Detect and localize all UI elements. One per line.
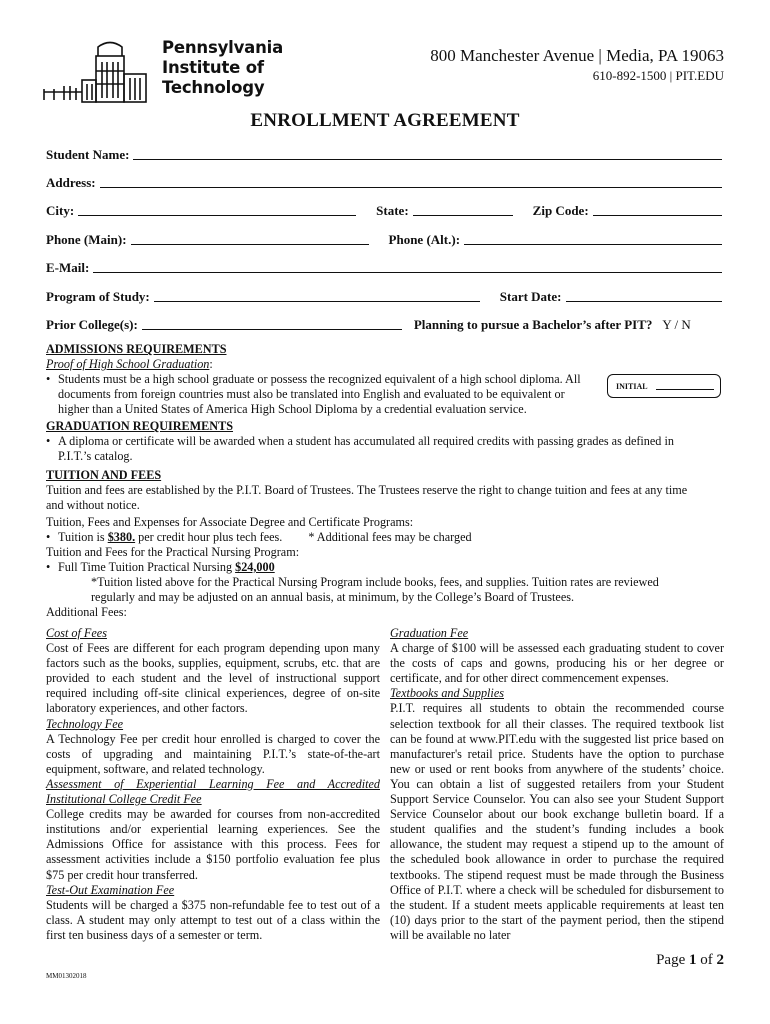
phone-alt-field[interactable]	[464, 232, 722, 245]
admissions-heading: ADMISSIONS REQUIREMENTS	[46, 342, 227, 356]
tuition-associate-heading: Tuition, Fees and Expenses for Associate Degree and Certificate Programs:	[46, 515, 414, 529]
technology-fee-heading: Technology Fee	[46, 716, 124, 731]
phone-main-field[interactable]	[131, 232, 369, 245]
graduation-line-1: • A diploma or certificate will be awarded when a student has accumulated all required credits with passing grades as defined in	[58, 434, 674, 448]
nursing-tuition-amount: $24,000	[235, 560, 275, 574]
logo-line-2: Institute of	[162, 58, 264, 77]
admissions-bullet	[46, 372, 606, 417]
right-column	[390, 626, 724, 943]
phone-alt-label: Phone (Alt.):	[388, 232, 461, 247]
address-field[interactable]	[100, 175, 722, 188]
tuition-rate-prefix: Tuition is	[58, 530, 108, 544]
tuition-p1-line-2: and without notice.	[46, 498, 140, 512]
zip-field[interactable]	[593, 203, 722, 216]
zip-label: Zip Code:	[532, 203, 589, 218]
email-row	[46, 258, 724, 276]
student-name-field[interactable]	[133, 147, 722, 160]
city-label: City:	[46, 203, 75, 218]
prior-college-row	[46, 315, 724, 333]
technology-fee-text: A Technology Fee per credit hour enrolled is charged to cover the costs of upgrading and maintaining P.I.T.’s state-of-the-art equipment, software, and related technology.	[46, 731, 380, 776]
cost-of-fees-text: Cost of Fees are different for each program depending upon many factors such as the books, supplies, equipment, scrubs, etc. that are provided to each student and the level of instructional support required including off-site clinical experiences, degree of on-site laboratory experiences, and other factors.	[46, 641, 380, 716]
email-field[interactable]	[93, 260, 722, 273]
graduation-fee-text: A charge of $100 will be assessed each graduating student to cover the costs of caps and gowns, producing his or her degree or certificate, and for other direct commencement expenses.	[390, 641, 724, 686]
city-row	[46, 201, 724, 219]
assessment-fee-text: College credits may be awarded for courses from non-accredited institutions and/or experiential learning experiences. See the Admissions Office for assistance with this process. Fees for assessment activities include a $150 portfolio evaluation fee plus $75 per credit hour transferred.	[46, 807, 380, 882]
logo-text	[162, 38, 283, 98]
city-field[interactable]	[78, 203, 356, 216]
program-label: Program of Study:	[46, 289, 150, 304]
student-name-label: Student Name:	[46, 147, 130, 162]
initial-box[interactable]	[607, 374, 721, 398]
building-logo-icon	[40, 38, 160, 106]
email-label: E-Mail:	[46, 260, 90, 275]
program-row	[46, 287, 724, 305]
page-total: 2	[716, 952, 724, 968]
page-of-word: of	[696, 952, 717, 968]
phone-main-label: Phone (Main):	[46, 232, 127, 247]
page-indicator	[656, 952, 724, 969]
phone-row	[46, 230, 724, 248]
initial-field[interactable]	[656, 389, 714, 390]
tuition-heading: TUITION AND FEES	[46, 468, 162, 482]
form-code: MM01302018	[46, 972, 87, 980]
admissions-line-2: documents from foreign countries must also be translated into English and evaluated to be equivalent or	[58, 387, 565, 401]
graduation-bullet	[46, 434, 726, 464]
address-row	[46, 173, 724, 191]
tuition-rate-suffix: per credit hour plus tech fees.	[135, 530, 283, 544]
proof-hs-colon: :	[209, 357, 213, 371]
textbooks-heading: Textbooks and Supplies	[390, 686, 504, 701]
state-field[interactable]	[413, 203, 513, 216]
prior-college-label: Prior College(s):	[46, 317, 138, 332]
tuition-additional-note: * Additional fees may be charged	[308, 530, 472, 544]
prior-college-field[interactable]	[142, 317, 402, 330]
student-name-row	[46, 145, 724, 163]
tuition-bullet-2	[46, 560, 726, 575]
address-label: Address:	[46, 175, 96, 190]
additional-fees-heading: Additional Fees:	[46, 605, 127, 619]
nursing-heading: Tuition and Fees for the Practical Nursing Program:	[46, 545, 300, 559]
state-label: State:	[376, 203, 409, 218]
graduation-line-2: P.I.T.’s catalog.	[58, 449, 133, 463]
assessment-fee-heading: Assessment of Experiential Learning Fee and Accredited Institutional College Credit Fee	[46, 776, 380, 807]
cost-of-fees-heading: Cost of Fees	[46, 626, 107, 640]
textbooks-text: P.I.T. requires all students to obtain the recommended course selection textbook for all their classes. The required textbook list can be found at www.PIT.edu with the suggested list price based on manufacturer's retail price. Students have the option to purchase new or used or rent books from anywhere of the students’ choice. You can obtain a list of suggested retailers from your Student Support Service Counselor. You can also see your Student Support Service Counselor about our book exchange bulletin board. If a student qualifies and the student’s funding includes a book allowance, the student may request a stipend up to the amount of the scheduled book allowance in order to purchase the required textbooks. The stipend request must be made through the Business Office of P.I.T. where a check will be scheduled for disbursement to the student. If a student meets applicable requirements at least ten (10) days prior to the start of the payment period, then the stipend will be available no later	[390, 701, 724, 942]
contact-line: 610-892-1500 | PIT.EDU	[592, 68, 724, 83]
initial-label: INITIAL	[616, 381, 648, 391]
bachelor-question: Planning to pursue a Bachelor’s after PIT?	[413, 317, 653, 332]
pit-logo	[40, 38, 284, 108]
address-line: 800 Manchester Avenue | Media, PA 19063	[430, 46, 724, 65]
nursing-note-line-1: *Tuition listed above for the Practical Nursing Program include books, fees, and supplies. Tuition rates are reviewed	[91, 575, 659, 589]
admissions-line-3: higher than a United States of America High School Diploma by a credential evaluation service.	[58, 402, 527, 416]
tuition-section	[46, 468, 726, 620]
graduation-heading: GRADUATION REQUIREMENTS	[46, 419, 234, 433]
graduation-fee-heading: Graduation Fee	[390, 626, 469, 640]
admissions-line-1: • Students must be a high school graduate or possess the recognized equivalent of a high school diploma. All	[58, 372, 581, 386]
bachelor-yn-option[interactable]: Y / N	[662, 317, 691, 332]
start-date-label: Start Date:	[499, 289, 562, 304]
start-date-field[interactable]	[566, 289, 723, 302]
logo-line-3: Technology	[162, 78, 265, 97]
test-out-fee-text: Students will be charged a $375 non-refundable fee to test out of a class. A student may only attempt to test out of a class within the first ten business days of a semester or term.	[46, 897, 380, 942]
graduation-section	[46, 419, 726, 464]
left-column	[46, 626, 380, 943]
tuition-rate-amount: $380.	[107, 530, 136, 544]
test-out-fee-heading: Test-Out Examination Fee	[46, 882, 175, 897]
page-word: Page	[656, 952, 689, 968]
nursing-note-line-2: regularly and may be adjusted on an annual basis, at minimum, by the College’s Board of Trustees.	[91, 590, 575, 604]
page-number: 1	[689, 952, 697, 968]
proof-hs-subheading: Proof of High School Graduation	[46, 357, 210, 371]
page-title: ENROLLMENT AGREEMENT	[250, 110, 520, 131]
tuition-p1-line-1: Tuition and fees are established by the P.I.T. Board of Trustees. The Trustees reserve the right to change tuition and fees at any time	[46, 483, 688, 497]
program-field[interactable]	[154, 289, 480, 302]
tuition-bullet-1	[46, 530, 726, 545]
logo-line-1: Pennsylvania	[162, 38, 284, 57]
nursing-tuition-prefix: Full Time Tuition Practical Nursing	[58, 560, 236, 574]
